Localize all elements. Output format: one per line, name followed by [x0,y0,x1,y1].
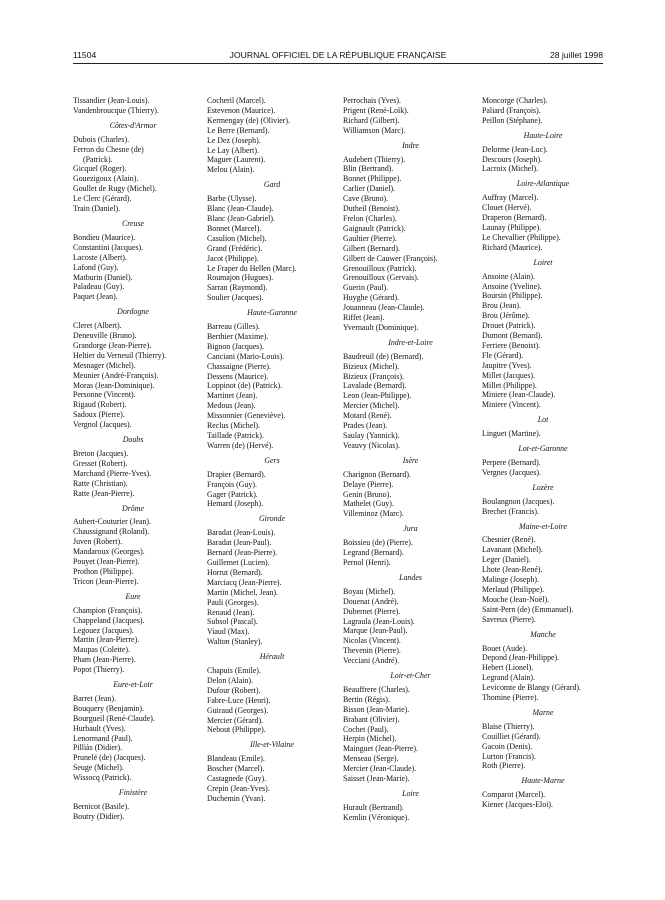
name-entry: Jacot (Philippe). [207,253,259,263]
department-heading: Jura [403,524,418,534]
name-entry: Martin (Jean-Pierre). [73,635,140,645]
name-entry: Baudreuil (de) (Bernard). [343,351,424,361]
name-entry: Gaultier (Pierre). [343,233,397,243]
name-entry: Lacoste (Albert). [73,252,127,262]
name-entry: Leon (Jean-Philippe). [343,391,412,401]
name-entry: Legrand (Alain). [482,673,536,683]
column-3 [343,96,478,823]
name-entry: Warren (de) (Hervé). [207,440,274,450]
name-entry: Vecciani (André). [343,656,400,666]
department-heading: Loire-Atlantique [516,179,570,189]
name-entry: Delorme (Jean-Luc). [482,144,548,154]
name-entry: Melou (Alain). [207,165,255,175]
name-entry: Baradat (Jean-Louis). [207,528,276,538]
name-entry: Prothon (Philippe). [73,566,134,576]
department-heading: Indre-et-Loire [388,337,433,347]
name-entry: Motard (René). [343,411,392,421]
name-entry: Villeminoz (Marc). [343,509,404,519]
department-heading: Eure-et-Loir [113,680,153,690]
name-entry: Peillon (Stéphane). [482,115,543,125]
name-entry: Brou (Jean). [482,301,522,311]
name-entry: Draperon (Bernard). [482,213,547,223]
name-entry: Richard (Maurice). [482,242,543,252]
name-entry: Lhote (Jean-René). [482,565,543,575]
name-entry: Bonnet (Philippe). [343,174,402,184]
name-entry: Loppinot (de) (Patrick). [207,381,283,391]
name-entry: Cleret (Albert). [73,321,122,331]
name-entry: Saulay (Yannick). [343,431,400,440]
name-entry: Bouquery (Benjamin). [73,703,145,713]
name-entry: Saisset (Jean-Marie). [343,774,410,784]
name-entry: Mouche (Jean-Noël). [482,594,550,604]
name-entry: Le Lay (Albert). [207,145,259,155]
name-entry: Constantini (Jacques). [73,242,144,252]
name-entry: Marchand (Pierre-Yves). [73,468,152,478]
name-entry: Levicomte de Blangy (Gérard). [482,683,582,693]
name-entry: Estevenon (Maurice). [207,105,276,115]
name-entry: Ferriere (Benoist). [482,340,541,350]
name-entry: Brechet (Francis). [482,506,539,516]
name-entry: Bernard (Jean-Pierre). [207,548,278,558]
name-entry: Ansoine (Yveline). [482,281,542,291]
name-entry: Beauffrere (Charles). [343,684,410,694]
department-heading: Haute-Loire [523,130,563,140]
name-entry: Renaud (Jean). [207,607,255,617]
name-entry: Thomine (Pierre). [482,693,539,703]
name-entry: Barret (Jean). [73,693,116,703]
name-entry: Breton (Jacques). [73,449,129,458]
name-entry: Lavalade (Bernard). [343,381,407,391]
name-entry: Barbe (Ulysse). [207,194,257,204]
name-entry: Bisson (Jean-Marie). [343,704,410,714]
name-entry: Kermengay (de) (Olivier). [207,115,291,125]
name-entry: Dessens (Maurice). [207,371,269,381]
name-entry: Cave (Bruno). [343,194,389,204]
name-entry: Barreau (Gilles). [207,322,261,332]
name-entry: Ferron du Chesne (de) [73,144,144,154]
name-entry: Hurault (Bertrand). [343,802,404,812]
name-entry: Seuge (Michel). [73,763,124,773]
department-heading: Gironde [258,514,285,524]
name-entry: Lenormand (Paul). [73,733,133,743]
name-entry: Heltier du Verneuil (Thierry). [73,350,167,360]
name-entry: Gouezigoux (Alain). [73,174,139,184]
name-entry: Richard (Gilbert). [343,115,400,125]
header-rule [73,63,603,64]
name-entry: Boyau (Michel). [343,586,396,596]
name-entry: Audebert (Thierry). [343,154,406,164]
name-entry: Auffray (Marcel). [482,193,539,203]
name-entry: Mercier (Michel). [343,401,400,411]
name-entry: Miniere (Vincent). [482,400,541,410]
name-entry: Matburin (Daniel). [73,272,133,282]
name-entry: Legrand (Bernard). [343,548,404,558]
name-entry: Blandeau (Emile). [207,754,265,764]
name-entry: Couilliet (Gérard). [482,731,541,741]
name-entry: Drapier (Bernard). [207,469,266,479]
name-entry: Lacroix (Michel). [482,164,539,174]
name-entry: Cocheril (Marcel). [207,96,266,105]
name-entry: Depond (Jean-Philippe). [482,653,560,663]
department-heading: Loire [402,789,419,798]
name-entry: Vergnol (Jacques). [73,420,132,430]
name-entry: Kiener (Jacques-Eloi). [482,800,553,810]
name-entry: Launay (Philippe). [482,222,542,232]
name-entry: Rigaud (Robert). [73,400,127,410]
name-entry: Menseau (Serge). [343,754,399,764]
name-entry: Descours (Joseph). [482,154,543,164]
name-entry: Mercier (Jean-Claude). [343,764,417,774]
name-entry: Pilliàs (Didier). [73,743,123,753]
name-entry: Prigent (René-Loïk). [343,105,409,115]
issue-date: 28 juillet 1998 [549,50,603,60]
name-entry: Grand (Frédéric). [207,243,263,253]
department-heading: Gers [264,455,280,465]
name-entry: Prades (Jean). [343,421,388,431]
name-entry: Pernol (Henri). [343,557,391,567]
department-heading: Hérault [259,652,285,662]
department-heading: Finistère [118,788,148,798]
name-entry: Malinge (Joseph). [482,575,539,585]
name-entry: Comparot (Marcel). [482,790,546,800]
name-entry: Martin (Michel, Jean). [207,587,278,597]
name-entry: Riffet (Jean). [343,313,385,323]
department-heading: Dordogne [117,307,149,317]
name-entry: Boutry (Didier). [73,811,125,821]
name-entry: Bizieux (François). [343,371,404,381]
name-entry: Delon (Alain). [207,675,254,685]
name-entry-continuation: (Patrick). [83,154,113,164]
name-entry: Gilbert de Cauwer (François). [343,253,438,263]
name-entry: Sarran (Raymond). [207,283,268,293]
department-heading: Côtes-d'Armor [109,120,157,130]
name-entry: Missonnier (Geneviève). [207,411,286,421]
name-entry: Grenouilloux (Gervais). [343,273,419,283]
name-entry: Millet (Philippe). [482,380,537,390]
page-number: 11504 [73,50,97,60]
name-entry: Brou (Jérôme). [482,311,530,321]
name-entry: Walton (Stanley). [207,637,263,647]
name-entry: Crepin (Jean-Yves). [207,784,270,793]
column-2 [207,96,337,804]
name-entry: Chappeland (Jacques). [73,615,145,625]
department-heading: Haute-Marne [521,776,565,786]
department-heading: Drôme [122,503,144,513]
name-entry: Hebert (Lionel). [482,663,534,673]
name-entry: Genin (Bruno). [343,489,392,499]
department-heading: Lot-et-Garonne [518,444,568,454]
name-entry: Dubois (Charles). [73,134,130,144]
name-entry: Maguer (Laurent). [207,155,266,165]
name-entry: Veauvy (Nicolas). [343,440,400,450]
name-entry: Marciacq (Jean-Pierre). [207,577,282,587]
name-entry: Guerin (Paul). [343,283,389,293]
name-entry: Ratte (Christian). [73,478,128,488]
name-entry: Frelon (Charles). [343,213,397,223]
name-entry: Grenouilloux (Patrick). [343,263,417,273]
name-entry: Ratte (Jean-Pierre). [73,488,135,498]
name-entry: Baradat (Jean-Paul). [207,538,272,548]
name-entry: Bizieux (Michel). [343,361,400,371]
name-entry: Subsol (Pascal). [207,617,258,627]
name-entry: Jaupitre (Yves). [482,360,532,370]
name-entry: Hurbault (Yves). [73,723,126,733]
name-entry: Gilbert (Bernard). [343,243,400,253]
name-entry: Grandorge (Jean-Pierre). [73,340,152,350]
name-entry: Legouez (Jacques). [73,625,134,635]
name-entry: Pham (Jean-Pierre). [73,655,136,665]
name-entry: Bouet (Aude). [482,643,528,653]
name-entry: Pauli (Georges). [207,597,259,607]
name-entry: Kemlin (Véronique). [343,812,410,822]
name-entry: Mainguet (Jean-Pierre). [343,744,418,754]
department-heading: Creuse [121,218,145,228]
name-entry: Leger (Daniel). [482,555,531,565]
name-entry: Mercier (Gérard). [207,715,264,725]
name-entry: Chesnier (René). [482,535,536,545]
name-entry: Drouet (Patrick). [482,321,536,331]
name-entry: Clouet (Hervé). [482,203,532,213]
name-entry: Chassaigne (Pierre). [207,361,271,371]
name-entry: Gacoin (Denis). [482,741,533,751]
department-heading: Gard [263,180,281,190]
name-entry: Medous (Jean). [207,401,256,411]
name-entry: Fabre-Luce (Henri). [207,695,271,705]
name-entry: Yvernault (Dominique). [343,322,419,332]
name-entry: Fle (Gérard). [482,350,524,360]
name-entry: Bertin (Régis). [343,694,390,704]
name-entry: Bernicot (Basile). [73,802,130,811]
name-entry: Lavanant (Michel). [482,545,543,555]
department-heading: Lozère [532,482,554,492]
name-entry: Guiraud (Georges). [207,705,269,715]
name-entry: Blanc (Jean-Gabriel). [207,213,275,223]
name-entry: Boscher (Marcel). [207,764,265,774]
name-entry: Personne (Vincent). [73,390,136,400]
name-entry: Carlier (Daniel). [343,184,396,194]
name-entry: Cochet (Paul). [343,724,389,734]
name-entry: Charignon (Bernard). [343,469,411,479]
journal-title: JOURNAL OFFICIEL DE LA RÉPUBLIQUE FRANÇAISE [229,50,447,60]
name-entry: Roumajon (Hugues). [207,273,274,283]
name-entry: Williamson (Marc). [343,125,406,135]
name-entry: Bignon (Jacques). [207,341,264,351]
name-entry: Gresset (Robert). [73,458,128,468]
name-entry: Gager (Patrick). [207,489,258,499]
name-entry: Mesnager (Michel). [73,360,136,370]
name-entry: Boissieu (de) (Pierre). [343,538,413,548]
name-entry: Canciani (Mario-Louis). [207,351,285,361]
name-entry: Millet (Jacques). [482,370,536,380]
name-entry: Nebout (Philippe). [207,725,266,735]
name-entry: Saint-Pern (de) (Emmanuel). [482,604,574,614]
name-entry: Moras (Jean-Dominique). [73,380,155,390]
name-entry: Castagnede (Guy). [207,774,267,784]
name-entry: Gicquel (Roger). [73,164,127,174]
name-entry: Herpin (Michel). [343,734,397,744]
name-entry: Lurton (Francis). [482,751,536,761]
name-entry: Popot (Thierry). [73,665,125,675]
name-entry: Perrochais (Yves). [343,96,401,105]
name-entry: Mathelet (Guy). [343,499,394,509]
name-entry: Blanc (Jean-Claude). [207,204,274,214]
department-heading: Eure [125,591,141,601]
name-entry: Marque (Jean-Paul). [343,626,408,636]
name-entry: Casulion (Michel). [207,233,267,243]
department-heading: Ille-et-Vilaine [250,740,294,750]
name-entry: Chaussignand (Roland). [73,527,150,537]
department-heading: Landes [399,572,422,582]
name-entry: Boursin (Philippe). [482,291,543,301]
department-heading: Doubs [122,435,144,445]
name-entry: Lafond (Guy). [73,262,119,272]
column-4 [482,96,604,810]
name-entry: Berthier (Maxime). [207,331,269,341]
name-entry: Pouyet (Jean-Pierre). [73,557,140,567]
name-entry: Blaise (Thierry). [482,721,535,731]
name-entry: Savreux (Pierre). [482,614,536,624]
name-entry: Dufour (Robert). [207,685,261,695]
name-entry: Vergnes (Jacques). [482,467,542,477]
name-entry: Huyghe (Gérard). [343,293,400,303]
name-entry: Boulangnon (Jacques). [482,496,555,506]
name-entry: Champion (François). [73,605,143,615]
name-entry: Mandaroux (Georges). [73,547,145,557]
name-entry: Merlaud (Philippe). [482,584,545,594]
name-entry: Train (Daniel). [73,204,121,214]
name-entry: Linguet (Martine). [482,429,541,439]
name-entry: Le Chevallier (Philippe). [482,232,561,242]
name-entry: Maupas (Colette). [73,645,130,655]
name-entry: Wissocq (Patrick). [73,773,132,783]
department-heading: Indre [402,140,419,150]
name-entry: Delaye (Pierre). [343,479,394,489]
name-entry: Bondieu (Maurice). [73,232,136,242]
name-entry: Juven (Robert). [73,537,123,547]
name-entry: Paliard (François). [482,105,541,115]
department-heading: Maine-et-Loire [519,521,567,531]
name-entry: Bonnet (Marcel). [207,223,262,233]
department-heading: Manche [530,629,556,639]
department-heading: Isère [402,455,419,465]
name-entry: Meunier (André-François). [73,370,159,380]
name-entry: Aubert-Couturier (Jean). [73,517,152,527]
name-entry: Ansoine (Alain). [482,271,536,281]
name-entry: Duchemin (Yvan). [207,793,266,803]
page-header [73,50,603,64]
name-entry: Soulier (Jacques). [207,293,264,303]
department-heading: Haute-Garonne [247,308,297,318]
column-1 [73,96,193,822]
name-entry: Tissandier (Jean-Louis). [73,96,150,105]
name-entry: Paquet (Jean). [73,292,118,302]
name-entry: Chapuis (Emile). [207,666,261,676]
name-entry: Lagraula (Jean-Louis). [343,616,415,626]
name-entry: Deneuville (Bruno). [73,331,137,341]
name-entry: Hemard (Joseph). [207,499,264,509]
name-entry: Goullet de Rugy (Michel). [73,184,157,194]
name-entry: François (Guy). [207,479,257,489]
department-heading: Marne [532,707,554,717]
name-entry: Le Clerc (Gérard). [73,194,132,204]
name-entry: Taillade (Patrick). [207,431,264,440]
name-entry: Dubernet (Pierre). [343,606,401,616]
name-entry: Le Dez (Joseph). [207,135,261,145]
department-heading: Loir-et-Cher [390,671,431,681]
name-entry: Tricon (Jean-Pierre). [73,576,139,586]
name-entry: Thevenin (Pierre). [343,646,401,656]
name-entry: Blin (Bertrand). [343,164,394,174]
name-entry: Moncorge (Charles). [482,96,548,105]
name-entry: Paladeau (Guy). [73,282,125,292]
name-entry: Horrut (Bernard). [207,567,263,577]
name-entry: Prunelé (de) (Jacques). [73,753,146,763]
name-entry: Nicolas (Vincent). [343,636,401,646]
name-entry: Brabant (Olivier). [343,714,400,724]
name-entry: Gaignault (Patrick). [343,223,406,233]
name-entry: Guillemet (Lucien). [207,557,270,567]
name-entry: Le Berre (Bernard). [207,125,270,135]
name-entry: Vandenbroucque (Thierry). [73,105,159,115]
name-entry: Jouanneau (Jean-Claude). [343,303,425,313]
name-entry: Dutheil (Benoist). [343,204,400,214]
name-entry: Martinet (Jean). [207,391,258,401]
name-entry: Bourgueil (René-Claude). [73,713,155,723]
name-entry: Douenat (André). [343,596,399,606]
name-entry: Miniere (Jean-Claude). [482,390,556,400]
name-entry: Dumont (Bernard). [482,331,543,341]
department-heading: Loiret [533,257,553,267]
name-entry: Le Fraper du Hellen (Marc). [207,263,297,273]
name-entry: Sadoux (Pierre). [73,410,125,420]
name-entry: Roth (Pierre). [482,761,526,771]
name-entry: Reclus (Michel). [207,421,261,431]
name-entry: Viaud (Max). [207,627,250,637]
department-heading: Lot [537,415,549,425]
name-entry: Perpere (Bernard). [482,458,541,467]
